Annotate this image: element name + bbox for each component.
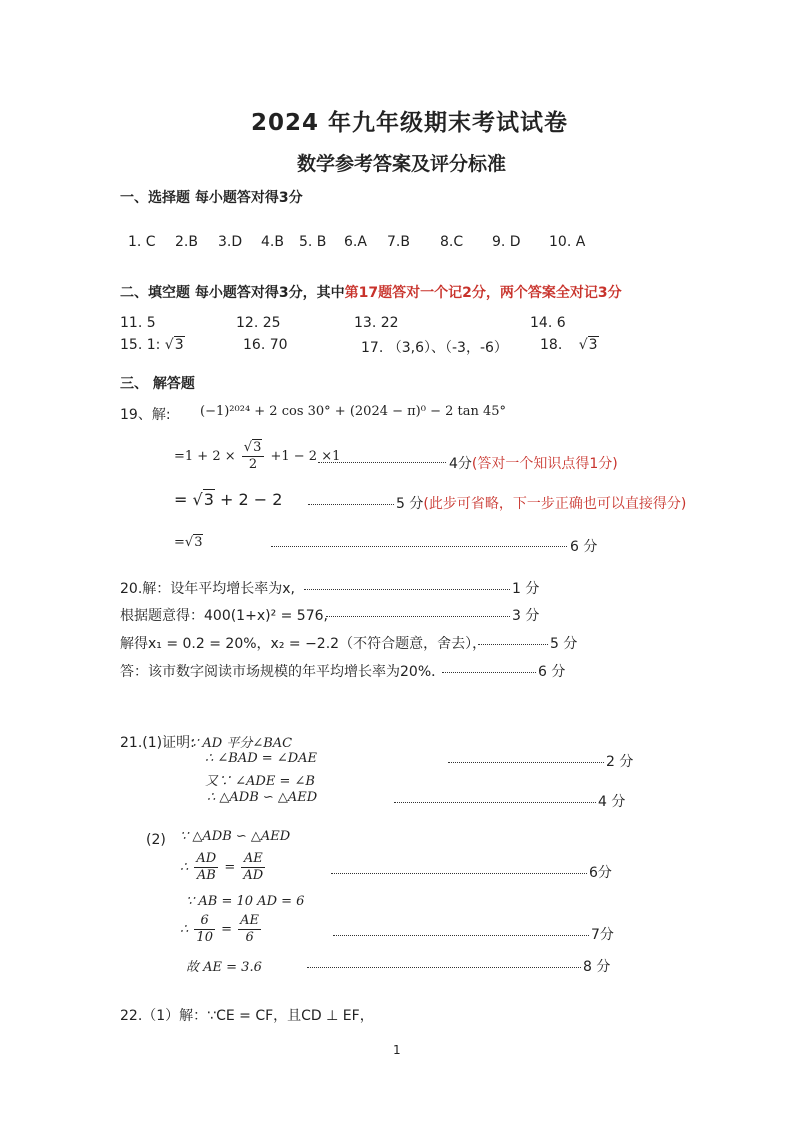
leader-dots	[442, 672, 536, 673]
q21-part2-result-score: 8 分	[583, 959, 611, 975]
q20-line2-score: 3 分	[512, 608, 540, 624]
leader-dots	[271, 546, 567, 547]
q19-step1-score-text: 4分	[449, 456, 472, 472]
sqrt-symbol: √3	[192, 490, 214, 509]
q21-part1-line1: ∵ AD 平分∠BAC	[190, 736, 293, 751]
answer-3: 3.D	[218, 234, 243, 250]
q20-line3: 解得x₁ = 0.2 = 20%，x₂ = −2.2（不符合题意，舍去），	[120, 636, 487, 652]
fill-answer-18-text: 18.	[540, 337, 563, 353]
q19-step3-score: 6 分	[570, 539, 598, 555]
sqrt-radicand: 3	[174, 337, 184, 353]
q21-part1-line2: ∴ ∠BAD = ∠DAE	[205, 751, 318, 766]
sqrt-radicand: 3	[588, 337, 598, 353]
answer-4: 4.B	[261, 234, 284, 250]
fill-answer-13: 13. 22	[354, 315, 399, 331]
fill-answer-14: 14. 6	[530, 315, 566, 331]
page-title: 2024 年九年级期末考试试卷	[251, 110, 569, 136]
section-fill-label-text: 二、填空题 每小题答对得3分，其中	[120, 285, 345, 301]
q19-step1-post: +1 − 2 ×1	[270, 449, 341, 464]
answer-5: 5. B	[299, 234, 327, 250]
q21-part2-label: (2)	[146, 832, 166, 848]
q19-step1-score	[449, 453, 618, 473]
page-subtitle: 数学参考答案及评分标准	[297, 153, 507, 175]
answer-10: 10. A	[549, 234, 586, 250]
q21-part2-ratio: ∴ $\frac{AD}{AB}$ = $\frac{AE}{AD}$	[180, 851, 264, 883]
fill-answer-11: 11. 5	[120, 315, 156, 331]
q20-line2: 根据题意得：400(1+x)² = 576,	[120, 608, 328, 624]
q19-expression: (−1)²⁰²⁴ + 2 cos 30° + (2024 − π)⁰ − 2 tan 45°	[200, 404, 507, 419]
sqrt-symbol: √3	[243, 440, 262, 455]
answer-9: 9. D	[492, 234, 521, 250]
section-choice-label: 一、选择题 每小题答对得3分	[120, 190, 303, 206]
sqrt-radicand: 3	[203, 490, 214, 509]
fraction	[194, 851, 218, 884]
q21-part2-result: 故 AE = 3.6	[186, 960, 262, 975]
q19-step3	[174, 535, 203, 550]
q19-step2	[174, 490, 282, 509]
leader-dots	[308, 504, 394, 505]
q21-part1-line4-score: 4 分	[598, 794, 626, 810]
leader-dots	[304, 589, 510, 590]
sqrt-symbol: √3	[164, 337, 184, 353]
section-fill-label-red: 第17题答对一个记2分，两个答案全对记3分	[344, 285, 622, 301]
q20-line4: 答：该市数字阅读市场规模的年平均增长率为20%．	[120, 664, 446, 680]
q21-part2-given: ∵ AB = 10 AD = 6	[186, 894, 305, 909]
sqrt-symbol: √3	[184, 535, 203, 550]
leader-dots	[318, 462, 446, 463]
answer-8: 8.C	[440, 234, 464, 250]
q19-label: 19、解:	[120, 407, 171, 423]
fraction-denominator: 10	[196, 930, 213, 945]
q19-step2-score-text: 5 分	[396, 496, 424, 512]
q19-fraction	[242, 440, 265, 473]
answer-6: 6.A	[344, 234, 367, 250]
fraction-numerator: 6	[194, 913, 215, 930]
q19-step2-post: + 2 − 2	[219, 490, 283, 509]
q21-part2-substitute: ∴ $\frac{6}{10}$ = $\frac{AE}{6}$	[180, 913, 260, 945]
leader-dots	[307, 967, 581, 968]
fraction	[238, 913, 261, 946]
answer-7: 7.B	[387, 234, 410, 250]
fraction-denominator: 6	[245, 930, 254, 945]
leader-dots	[478, 644, 548, 645]
q21-part2-ratio-score: 6分	[589, 865, 612, 881]
q21-part1-line4: ∴ △ADB ∽ △AED	[207, 790, 318, 805]
q21-label: 21.(1)证明:	[120, 735, 195, 751]
q21-part1-line3: 又∵ ∠ADE = ∠B	[205, 774, 315, 789]
leader-dots	[331, 873, 587, 874]
answer-2: 2.B	[175, 234, 198, 250]
leader-dots	[448, 762, 604, 763]
fraction	[241, 851, 265, 884]
page-number: 1	[393, 1043, 401, 1057]
fraction-denominator: AB	[196, 868, 216, 883]
leader-dots	[333, 935, 589, 936]
fill-answer-15-text: 15. 1:	[120, 337, 161, 353]
sqrt-radicand: 3	[253, 440, 262, 455]
q19-step1-pre: =1 + 2 ×	[174, 449, 236, 464]
q20-line1-score: 1 分	[512, 581, 540, 597]
q19-step2-score	[396, 493, 686, 513]
section-solve-label: 三、 解答题	[120, 376, 195, 392]
q19-step2-pre: =	[174, 490, 188, 509]
fill-answer-16: 16. 70	[243, 337, 288, 353]
q20-line3-score: 5 分	[550, 636, 578, 652]
sqrt-radicand: 3	[194, 535, 203, 550]
q19-step1	[174, 440, 340, 473]
fraction-numerator	[242, 440, 265, 457]
q19-step1-note: (答对一个知识点得1分)	[471, 456, 618, 472]
fraction	[194, 913, 215, 946]
q19-step2-note: (此步可省略，下一步正确也可以直接得分)	[423, 496, 687, 512]
fraction-numerator: AD	[196, 851, 217, 866]
q20-line1: 20.解：设年平均增长率为x,	[120, 581, 295, 597]
q21-part2-substitute-score: 7分	[591, 927, 614, 943]
leader-dots	[326, 616, 510, 617]
fill-answer-15	[120, 337, 185, 353]
q22-line1: 22.（1）解：∵CE = CF，且CD ⊥ EF，	[120, 1008, 374, 1024]
answer-1: 1. C	[128, 234, 156, 250]
fraction-denominator: 2	[248, 457, 258, 472]
fraction-denominator: AD	[243, 868, 264, 883]
q21-part2-line1: ∵ △ADB ∽ △AED	[180, 829, 291, 844]
fill-answer-18	[540, 337, 599, 353]
q20-line4-score: 6 分	[538, 664, 566, 680]
sqrt-symbol: √3	[578, 337, 598, 353]
therefore-symbol: ∴	[180, 860, 189, 875]
fill-answer-12: 12. 25	[236, 315, 281, 331]
fraction-numerator: AE	[240, 913, 260, 928]
section-fill-label	[120, 282, 622, 302]
fraction-numerator: AE	[241, 851, 265, 868]
q21-part1-line2-score: 2 分	[606, 754, 634, 770]
leader-dots	[394, 802, 596, 803]
q19-step3-pre: =	[174, 535, 185, 550]
therefore-symbol: ∴	[180, 922, 189, 937]
fill-answer-17: 17. （3,6）、（-3，-6）	[361, 340, 508, 356]
